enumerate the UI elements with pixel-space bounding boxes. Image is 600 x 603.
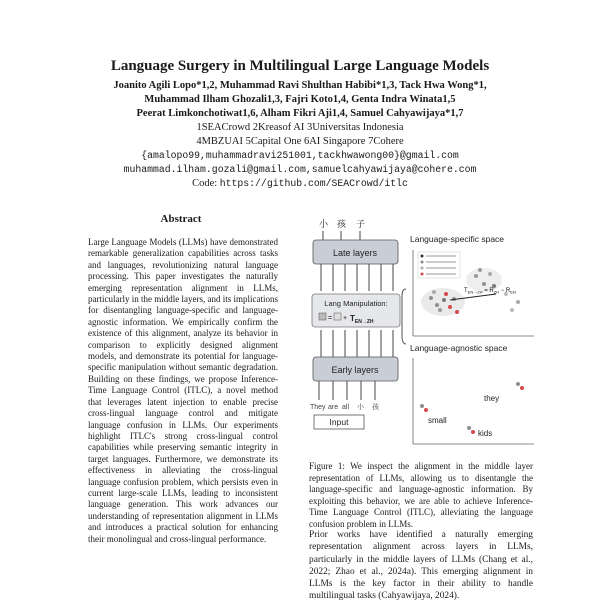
email-line-1: {amalopo99,muhammadravi251001,tackhwawong00}@gmail.com xyxy=(141,150,459,161)
abstract-text: Large Language Models (LLMs) have demonstrated remarkable generalization capabilities across tasks and languages, revolutionizing natural language processing. This paper investigates the naturally emerging representation alignment in LLMs, particularly in the middle layers, and its implications for disentangling language-specific and language-agnostic information. We empirically confirm the existence of this alignment, analyze its behavior in comparison to explicitly designed alignment models, and demonstrate its potential for language-specific manipulation without semantic degradation. Building on these findings, we propose Inference-Time Language Control (ITLC), a novel method that leverages latent injection to enable precise cross-lingual language control and mitigate language confusion in LLMs. Our experiments highlight ITLC's strong cross-lingual control capabilities while preserving semantic integrity in target languages. Furthermore, we demonstrate its effectiveness in alleviating the cross-lingual language confusion problem, which persists even in current large-scale LLMs, leading to inconsistent language generation. This work advances our understanding of representation alignment in LLMs and introduces a practical solution for enhancing their monolingual and cross-lingual performance. xyxy=(88,237,278,544)
input-arrows xyxy=(319,381,375,400)
equals-sign: = xyxy=(328,315,333,322)
paper-title: Language Surgery in Multilingual Large Language Models xyxy=(110,58,490,74)
figure-caption: Figure 1: We inspect the alignment in the middle layer representation of LLMs, allowing us to disentangle the language-specific and language-agnostic information. By exploiting this behavior, we are able to achieve Inference-Time Language Control (ITLC), alleviating the language confusion problem in LLMs. xyxy=(309,461,533,529)
vector-square-icon xyxy=(319,313,326,320)
input-token: 孩 xyxy=(372,404,379,411)
body-paragraph: Prior works have identified a naturally emerging representation alignment across layers in LLMs, particularly in the middle layers of LLMs (Chang et al., 2022; Zhao et al., 2024a). This emerging alignment in LLMs is the key factor in their ability to handle multilingual tasks (Cahyawijaya, 2024). xyxy=(309,530,533,602)
lang-manipulation-label: Lang Manipulation: xyxy=(324,299,388,308)
word-kids: kids xyxy=(478,429,493,438)
late-layers-label: Late layers xyxy=(332,248,378,258)
email-line-2: muhammad.ilham.gozali@gmail.com,samuelcahyawijaya@cohere.com xyxy=(123,164,477,175)
code-label: Code: xyxy=(192,178,218,189)
code-url-link[interactable]: https://github.com/SEACrowd/itlc xyxy=(219,178,408,189)
lang-agnostic-title: Language-agnostic space xyxy=(410,343,508,353)
output-token: 子 xyxy=(356,219,366,229)
author-list xyxy=(60,79,540,121)
word-they: they xyxy=(484,394,500,403)
affiliation-line-2: 4MBZUAI 5Capital One 6AI Singapore 7Cohere xyxy=(196,136,404,147)
output-token: 小 xyxy=(319,219,329,229)
lang-specific-legend xyxy=(418,252,460,278)
input-token: all xyxy=(342,404,350,411)
plus-sign: + xyxy=(343,315,348,322)
affiliation-line-1: 1SEACrowd 2Kreasof AI 3Universitas Indonesia xyxy=(196,122,404,133)
mid-arrows-bottom xyxy=(321,330,393,357)
vector-square-icon xyxy=(334,313,341,320)
figure-1 xyxy=(306,214,538,456)
code-line xyxy=(60,177,540,191)
manip-formula: $T_{EN\to ZH}$ xyxy=(350,314,374,325)
affiliations xyxy=(60,121,540,191)
output-arrows xyxy=(323,231,360,240)
mid-arrows-top xyxy=(321,264,393,291)
word-small: small xyxy=(428,416,447,425)
lang-agnostic-points xyxy=(420,382,524,434)
input-token: 小 xyxy=(357,404,364,411)
input-token: They xyxy=(310,404,326,411)
author-line-2: Muhammad Ilham Ghozali1,3, Fajri Koto1,4, Genta Indra Winata1,5 xyxy=(144,94,456,105)
early-layers-label: Early layers xyxy=(331,365,379,375)
bracket-connector xyxy=(402,289,406,344)
author-line-3: Peerat Limkonchotiwat1,6, Alham Fikri Aji1,4, Samuel Cahyawijaya*1,7 xyxy=(136,108,464,119)
author-line-1: Joanito Agili Lopo*1,2, Muhammad Ravi Shulthan Habibi*1,3, Tack Hwa Wong*1, xyxy=(113,80,487,91)
input-label: Input xyxy=(329,417,349,427)
input-token: are xyxy=(328,404,339,411)
output-token: 孩 xyxy=(337,219,347,229)
lang-specific-title: Language-specific space xyxy=(410,234,505,244)
shift-equation: $T_{EN\to ZH} = R_{ZH} - R_{EN}$ xyxy=(464,288,516,295)
abstract-heading: Abstract xyxy=(160,213,202,225)
